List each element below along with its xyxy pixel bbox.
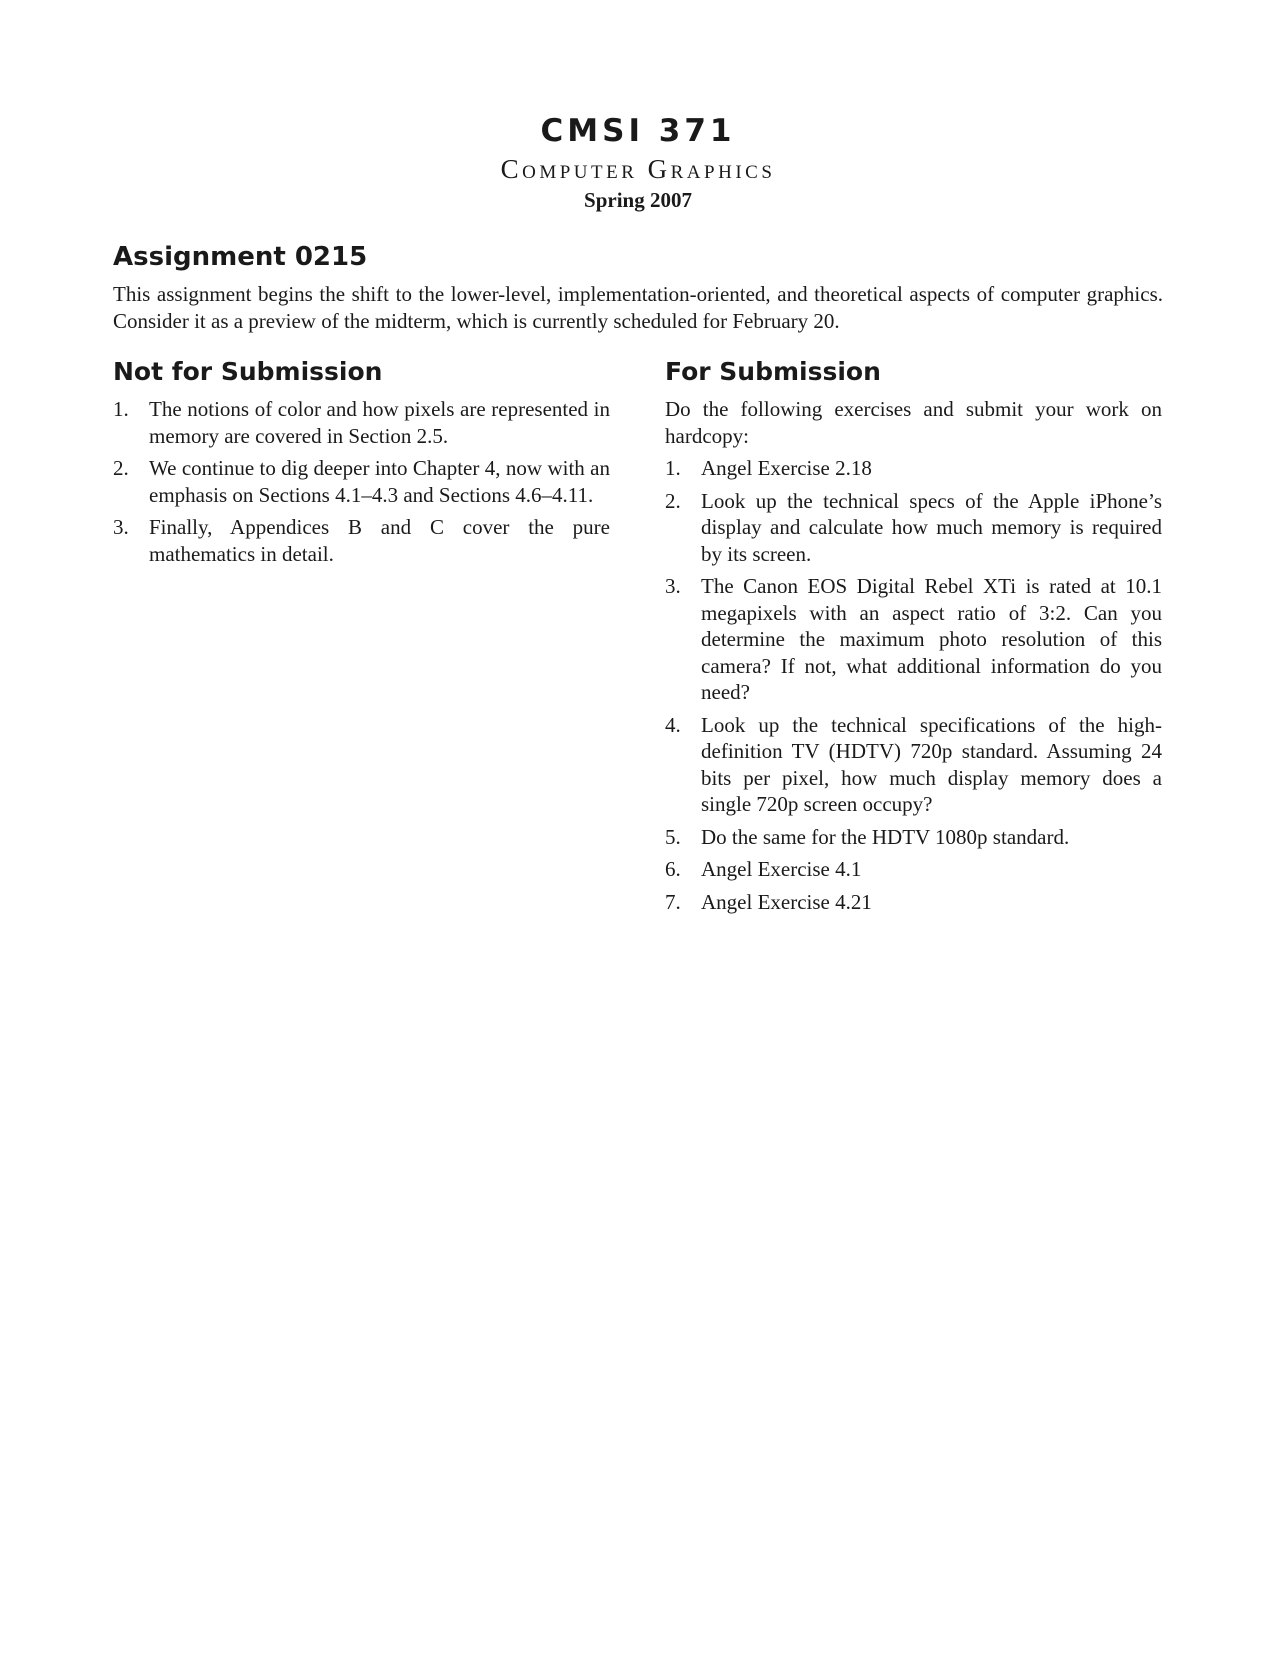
list-item-number: 6. — [665, 857, 681, 881]
for-submission-section — [665, 356, 1162, 921]
list-item — [113, 514, 610, 567]
list-item-number: 2. — [113, 456, 129, 480]
not-for-submission-heading: Not for Submission — [113, 357, 383, 386]
list-item-text: Angel Exercise 4.21 — [701, 889, 872, 914]
not-for-submission-list — [113, 396, 610, 567]
list-item-text: We continue to dig deeper into Chapter 4, now with an emphasis on Sections 4.1–4.3 and Sections 4.6–4.11. — [149, 456, 610, 507]
list-item — [665, 824, 1162, 851]
list-item-number: 4. — [665, 712, 681, 737]
list-item-text: The Canon EOS Digital Rebel XTi is rated at 10.1 megapixels with an aspect ratio of 3:2. Can you determine the maximum photo resolution of this camera? If not, what additional information do you need? — [701, 574, 1162, 704]
list-item-text: Angel Exercise 2.18 — [701, 456, 872, 480]
not-for-submission-section — [113, 356, 610, 573]
list-item-number: 3. — [113, 515, 129, 539]
list-item-text: Look up the technical specs of the Apple iPhone’s display and calculate how much memory is required by its screen. — [701, 488, 1162, 566]
list-item — [665, 856, 1162, 883]
list-item — [665, 455, 1162, 482]
list-item — [665, 889, 1162, 916]
for-submission-list — [665, 455, 1162, 915]
list-item-number: 1. — [665, 456, 681, 480]
assignment-intro: This assignment begins the shift to the lower-level, implementation-oriented, and theoretical aspects of computer graphics. Consider it as a preview of the midterm, which is currently scheduled for February 20. — [113, 282, 1163, 333]
for-submission-intro: Do the following exercises and submit your work on hardcopy: — [665, 397, 1162, 448]
for-submission-heading: For Submission — [665, 357, 881, 386]
list-item-number: 2. — [665, 488, 681, 513]
list-item — [665, 573, 1162, 706]
course-code: CMSI 371 — [540, 113, 736, 149]
list-item-number: 5. — [665, 824, 681, 849]
list-item-number: 1. — [113, 397, 129, 421]
list-item-number: 3. — [665, 574, 681, 598]
list-item — [665, 712, 1162, 818]
course-header — [113, 112, 1163, 214]
list-item — [665, 488, 1162, 568]
list-item — [113, 455, 610, 508]
list-item-text: Finally, Appendices B and C cover the pure mathematics in detail. — [149, 515, 610, 566]
course-name: Computer Graphics — [500, 154, 776, 184]
list-item-number: 7. — [665, 889, 681, 914]
list-item-text: Do the same for the HDTV 1080p standard. — [701, 824, 1070, 849]
list-item-text: Angel Exercise 4.1 — [701, 857, 862, 881]
list-item — [113, 396, 610, 449]
course-term: Spring 2007 — [584, 188, 692, 212]
list-item-text: Look up the technical specifications of the high-definition TV (HDTV) 720p standard. Assuming 24 bits per pixel, how much display memory does a single 720p screen occupy? — [701, 712, 1162, 816]
assignment-title: Assignment 0215 — [113, 242, 368, 272]
list-item-text: The notions of color and how pixels are represented in memory are covered in Section 2.5. — [149, 397, 610, 448]
